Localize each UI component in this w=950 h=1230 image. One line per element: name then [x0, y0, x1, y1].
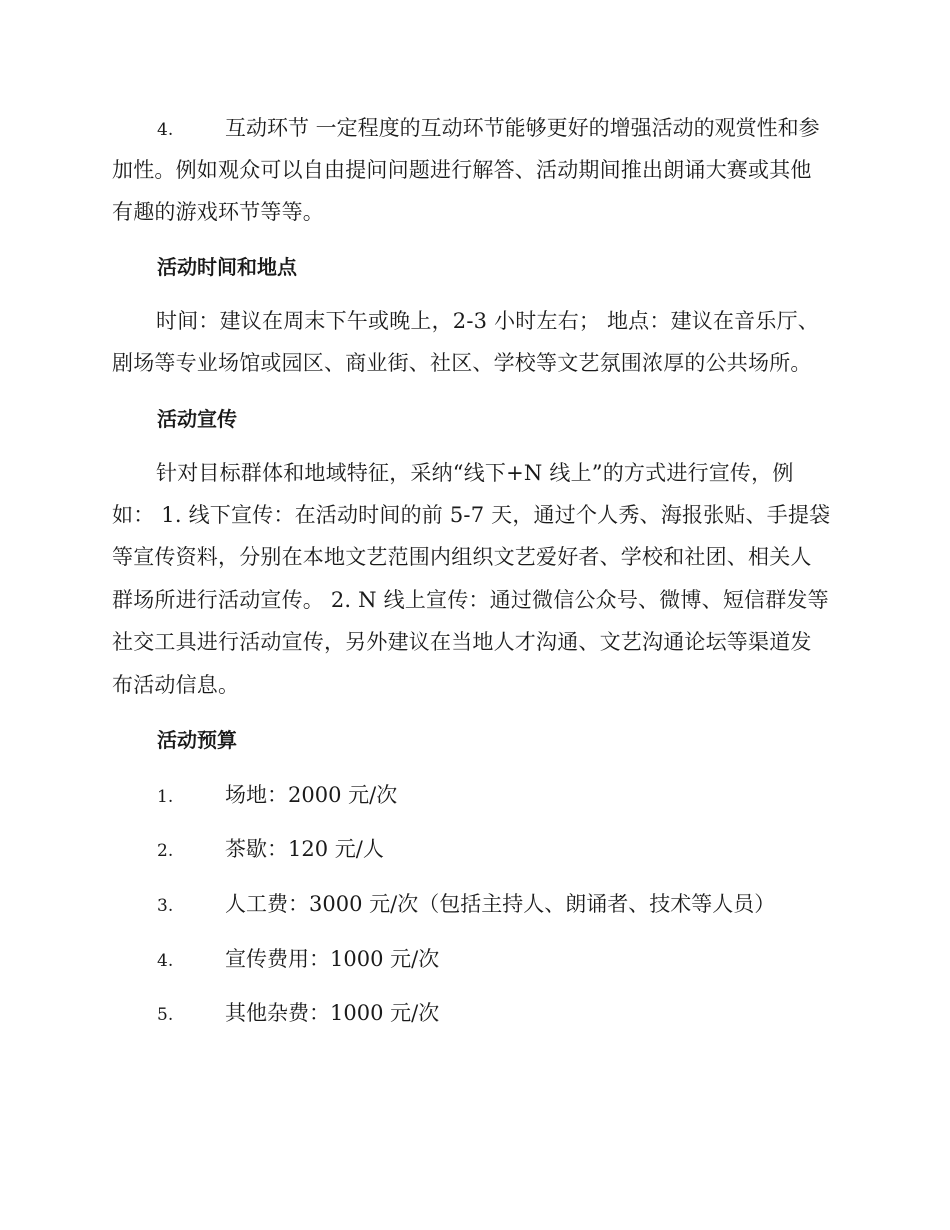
interaction-item-text-line1: 互动环节 一定程度的互动环节能够更好的增强活动的观赏性和参: [225, 116, 820, 140]
interaction-item-number: 4.: [157, 120, 174, 140]
interaction-item-text-line3: 有趣的游戏环节等等。: [112, 200, 324, 224]
budget-item-text: 宣传费用：1000 元/次: [225, 947, 440, 971]
budget-item: [157, 780, 857, 812]
publicity-line1-text: 针对目标群体和地域特征，采纳“线下+N 线上”的方式进行宣传，例: [156, 461, 794, 485]
time-place-line2: 剧场等专业场馆或园区、商业街、社区、学校等文艺氛围浓厚的公共场所。: [112, 351, 812, 375]
interaction-item-line1: [157, 107, 847, 152]
publicity-line4: 群场所进行活动宣传。 2. N 线上宣传：通过微信公众号、微博、短信群发等: [112, 588, 829, 612]
time-place-line1-text: 时间：建议在周末下午或晚上，2-3 小时左右； 地点：建议在音乐厅、: [156, 309, 819, 333]
publicity-line5: 社交工具进行活动宣传，另外建议在当地人才沟通、文艺沟通论坛等渠道发: [112, 630, 812, 654]
budget-item-number: 4.: [157, 951, 174, 971]
budget-item: [157, 834, 857, 866]
section-heading-budget: 活动预算: [157, 728, 237, 752]
section-heading-time-place: 活动时间和地点: [157, 255, 297, 279]
budget-item: [157, 998, 857, 1030]
budget-item-number: 1.: [157, 787, 174, 807]
interaction-item-text-line2: 加性。例如观众可以自由提问问题进行解答、活动期间推出朗诵大赛或其他: [112, 158, 812, 182]
budget-item-number: 3.: [157, 896, 174, 916]
budget-item-text: 场地：2000 元/次: [225, 783, 398, 807]
publicity-line2: 如： 1. 线下宣传：在活动时间的前 5-7 天，通过个人秀、海报张贴、手提袋: [112, 503, 831, 527]
budget-item-text: 茶歇：120 元/人: [225, 837, 384, 861]
budget-item-number: 5.: [157, 1005, 174, 1025]
budget-item: [157, 944, 857, 976]
budget-item-number: 2.: [157, 841, 174, 861]
time-place-line1: [112, 300, 842, 343]
budget-item: [157, 889, 857, 921]
budget-item-text: 人工费：3000 元/次（包括主持人、朗诵者、技术等人员）: [225, 892, 776, 916]
publicity-line6: 布活动信息。: [112, 673, 240, 697]
section-heading-publicity: 活动宣传: [157, 407, 237, 431]
publicity-line1: [112, 452, 842, 495]
publicity-line3: 等宣传资料，分别在本地文艺范围内组织文艺爱好者、学校和社团、相关人: [112, 545, 812, 569]
budget-item-text: 其他杂费：1000 元/次: [225, 1001, 440, 1025]
